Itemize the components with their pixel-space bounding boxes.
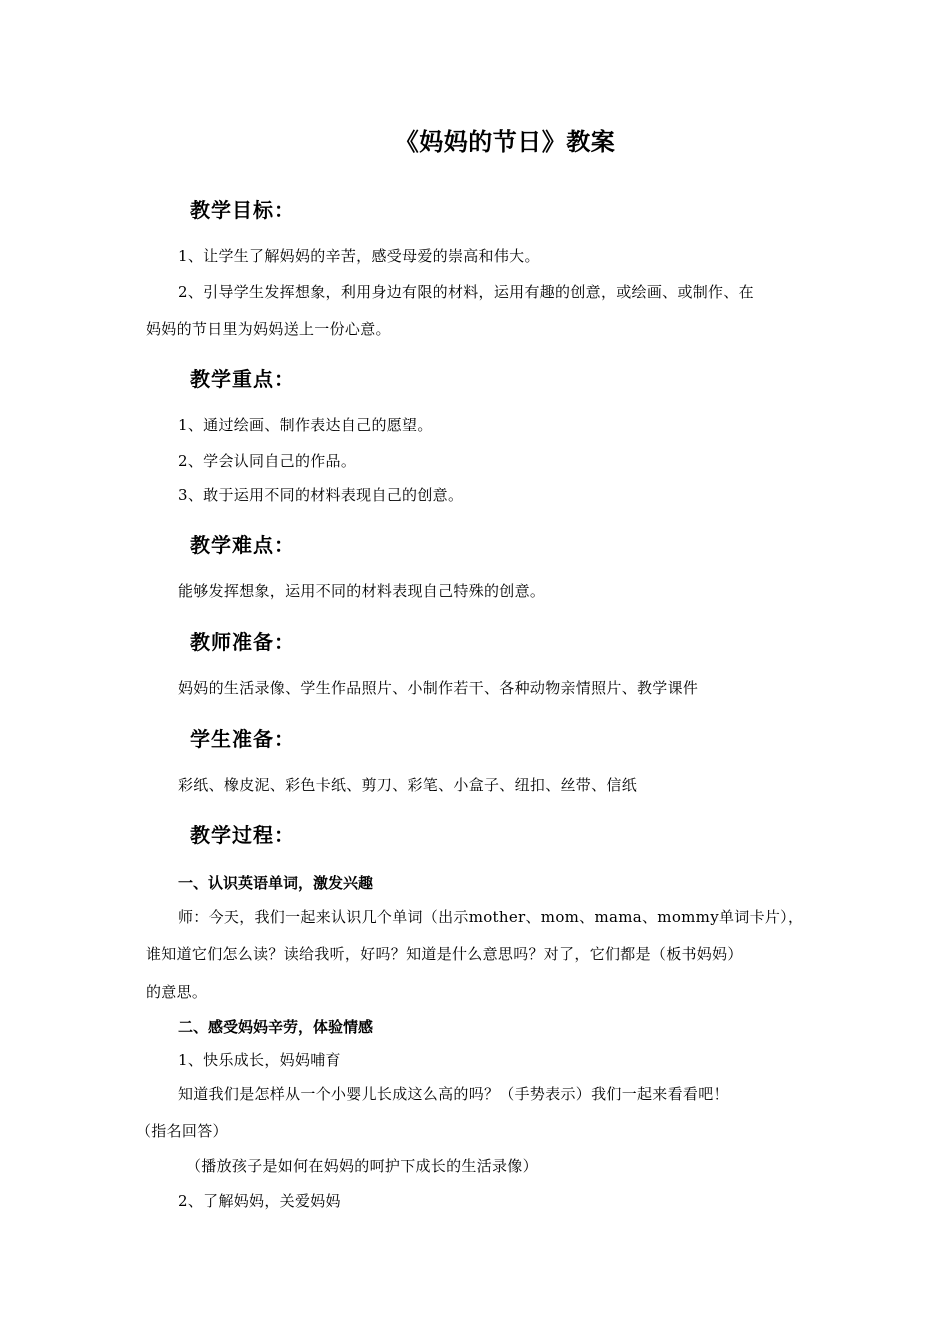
process-part-1-line-2: 谁知道它们怎么读？读给我听，好吗？知道是什么意思吗？对了，它们都是（板书妈妈） — [146, 945, 743, 963]
process-part-2-line-2: （指名回答） — [136, 1122, 228, 1140]
key-points-item-2: 2、学会认同自己的作品。 — [178, 452, 357, 470]
student-prep-text: 彩纸、橡皮泥、彩色卡纸、剪刀、彩笔、小盒子、纽扣、丝带、信纸 — [178, 776, 638, 794]
process-part-1-heading: 一、认识英语单词，激发兴趣 — [178, 874, 374, 892]
key-points-heading: 教学重点： — [190, 367, 295, 391]
teacher-prep-heading: 教师准备： — [190, 630, 295, 654]
key-points-item-1: 1、通过绘画、制作表达自己的愿望。 — [178, 416, 433, 434]
objectives-item-2-line-1: 2、引导学生发挥想象，利用身边有限的材料，运用有趣的创意，或绘画、或制作、在 — [178, 283, 754, 301]
objectives-item-1: 1、让学生了解妈妈的辛苦，感受母爱的崇高和伟大。 — [178, 247, 540, 265]
process-part-1-line-3: 的意思。 — [146, 983, 208, 1001]
teacher-prep-text: 妈妈的生活录像、学生作品照片、小制作若干、各种动物亲情照片、教学课件 — [178, 679, 699, 697]
process-part-2-line-3: （播放孩子是如何在妈妈的呵护下成长的生活录像） — [186, 1157, 538, 1175]
objectives-heading: 教学目标： — [190, 198, 295, 222]
process-part-2-line-1: 知道我们是怎样从一个小婴儿长成这么高的吗？（手势表示）我们一起来看看吧！ — [178, 1085, 729, 1103]
student-prep-heading: 学生准备： — [190, 727, 295, 751]
objectives-item-2-line-2: 妈妈的节日里为妈妈送上一份心意。 — [146, 320, 391, 338]
difficulties-text: 能够发挥想象，运用不同的材料表现自己特殊的创意。 — [178, 582, 546, 600]
document-title: 《妈妈的节日》教案 — [394, 127, 616, 156]
process-part-2-sub-2: 2、了解妈妈，关爱妈妈 — [178, 1192, 341, 1210]
process-part-2-sub-1: 1、快乐成长，妈妈哺育 — [178, 1051, 341, 1069]
process-heading: 教学过程： — [190, 823, 295, 847]
process-part-1-line-1: 师：今天，我们一起来认识几个单词（出示mother、mom、mama、mommy单词卡片）， — [178, 908, 804, 926]
process-part-2-heading: 二、感受妈妈辛劳，体验情感 — [178, 1018, 374, 1036]
key-points-item-3: 3、敢于运用不同的材料表现自己的创意。 — [178, 486, 464, 504]
difficulties-heading: 教学难点： — [190, 533, 295, 557]
